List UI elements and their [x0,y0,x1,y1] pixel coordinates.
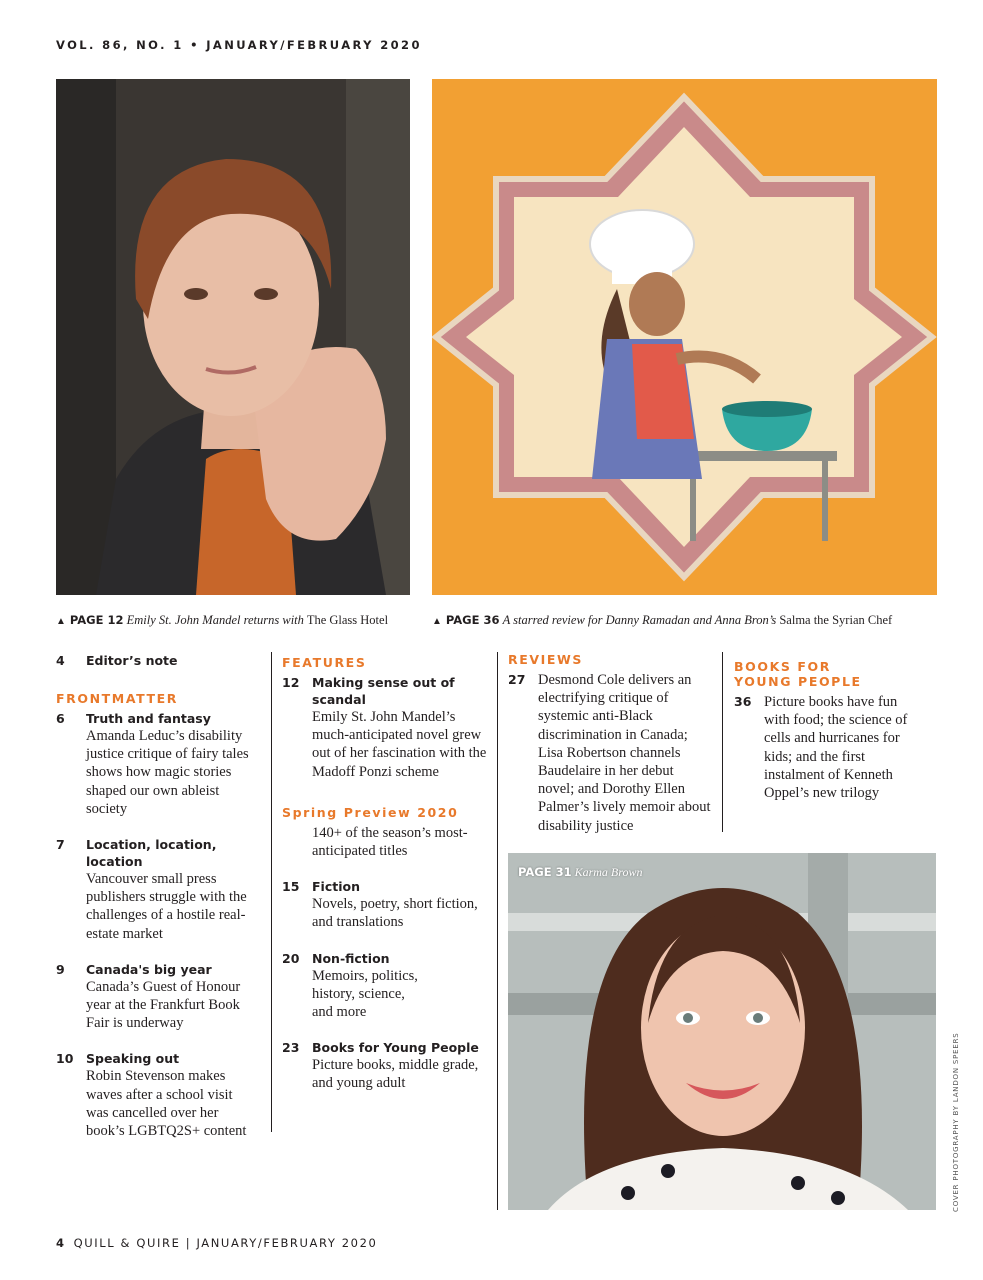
toc-entry-title: Canada's big year [86,961,212,977]
toc-entry-description: Amanda Leduc’s disability justice critique of fairy tales shows how magic stories shaped our own ableist society [86,728,249,817]
toc-entry-description: 140+ of the season’s most-anticipated titles [312,824,468,860]
toc-entry-description: Memoirs, politics, history, science, and more [312,967,418,1021]
caption-book-title: Salma the Syrian Chef [779,613,893,627]
illustration-salma [432,79,937,595]
triangle-up-icon: ▲ [56,616,66,627]
section-heading-features: FEATURES [282,655,367,670]
caption-page-12 [56,613,388,628]
toc-entry-description: Emily St. John Mandel’s much-anticipated novel grew out of her fascination with the Madoff Ponzi scheme [312,709,487,780]
toc-entry[interactable] [282,1039,487,1092]
toc-column-1 [56,652,256,1158]
section-heading-books-young-people-2: YOUNG PEOPLE [734,674,862,689]
page-footer [56,1236,377,1250]
toc-entry-description: Novels, poetry, short fiction, and translations [312,896,478,931]
toc-entry-description: Picture books have fun with food; the science of cells and hurricanes for kids; and the first instalment of Kenneth Oppel’s new trilogy [764,694,908,802]
issue-line: VOL. 86, NO. 1 • JANUARY/FEBRUARY 2020 [56,38,422,52]
caption-page-label: PAGE 12 [69,613,124,627]
caption-page-31 [518,865,642,880]
portrait-illustration [508,853,936,1210]
toc-page-number: 20 [282,950,300,966]
toc-entry-title: Truth and fantasy [86,711,211,726]
photo-karma-brown [508,853,936,1210]
toc-entry[interactable] [56,1050,256,1140]
triangle-up-icon: ▲ [432,616,442,627]
toc-entry[interactable] [282,878,487,931]
toc-entry-title: Making sense out of scandal [312,675,455,707]
toc-entry-description: Desmond Cole delivers an electrifying critique of systemic anti-Black discrimination in Canada; Lisa Robertson channels Baudelaire in her debut novel; and Dorothy Ellen Palmer’s lively memoir about disability justice [538,672,711,834]
toc-entry-preview[interactable] [282,824,487,860]
caption-page-36 [432,613,892,628]
toc-page-number: 27 [508,672,526,687]
caption-text: Karma Brown [574,865,643,879]
toc-entry-description: Robin Stevenson makes waves after a school visit was cancelled over her book’s LGBTQ2S+ content [86,1068,247,1140]
column-divider [271,652,272,1132]
toc-entry[interactable] [282,950,487,1022]
toc-entry[interactable] [56,961,256,1033]
toc-entry-reviews[interactable] [508,671,713,835]
toc-entry-title: Speaking out [86,1051,180,1067]
toc-entry-title: Editor’s note [86,653,178,668]
toc-column-3 [508,652,713,853]
toc-page-number: 15 [282,879,300,895]
section-heading-spring-preview: Spring Preview 2020 [282,804,459,820]
toc-page-number: 6 [56,711,65,726]
toc-entry-editors-note[interactable] [56,652,256,669]
toc-entry-feature[interactable] [282,674,487,781]
footer-text: QUILL & QUIRE | JANUARY/FEBRUARY 2020 [73,1236,378,1250]
toc-page-number: 4 [56,653,65,668]
caption-page-label: PAGE 36 [445,613,500,627]
column-divider [497,652,498,1210]
toc-entry-young-people[interactable] [734,693,914,802]
toc-column-2 [282,655,487,1111]
section-heading-reviews: REVIEWS [508,652,584,667]
toc-page-number: 9 [56,961,65,977]
toc-entry-title: Location, location, location [86,837,217,870]
toc-page-number: 23 [282,1040,300,1056]
toc-entry-description: Vancouver small press publishers struggle with the challenges of a hostile real-estate market [86,871,247,942]
photo-credit: COVER PHOTOGRAPHY BY LANDON SPEERS [952,1032,960,1212]
toc-page-number: 7 [56,837,65,853]
star-frame-illustration [432,79,937,595]
photo-emily-mandel [56,79,410,595]
portrait-illustration [56,79,410,595]
toc-entry-title: Non-fiction [312,950,390,966]
section-heading-frontmatter: FRONTMATTER [56,691,179,706]
caption-text: A starred review for Danny Ramadan and Anna Bron’s [502,613,777,627]
toc-entry-title: Books for Young People [312,1040,479,1056]
toc-entry-title: Fiction [312,879,360,895]
toc-entry-description: Picture books, middle grade, and young adult [312,1057,479,1092]
footer-page-number: 4 [56,1236,66,1250]
toc-page-number: 36 [734,694,752,709]
toc-page-number: 10 [56,1051,74,1067]
caption-book-title: The Glass Hotel [306,613,389,627]
caption-page-label: PAGE 31 [518,865,572,879]
caption-text: Emily St. John Mandel returns with [126,613,304,627]
toc-page-number: 12 [282,675,300,690]
toc-entry[interactable] [56,710,256,818]
column-divider [722,652,723,832]
toc-entry-description: Canada’s Guest of Honour year at the Frankfurt Book Fair is underway [86,978,241,1032]
toc-column-4 [734,659,914,820]
toc-entry[interactable] [56,836,256,943]
section-heading-books-young-people: BOOKS FOR [734,659,832,674]
